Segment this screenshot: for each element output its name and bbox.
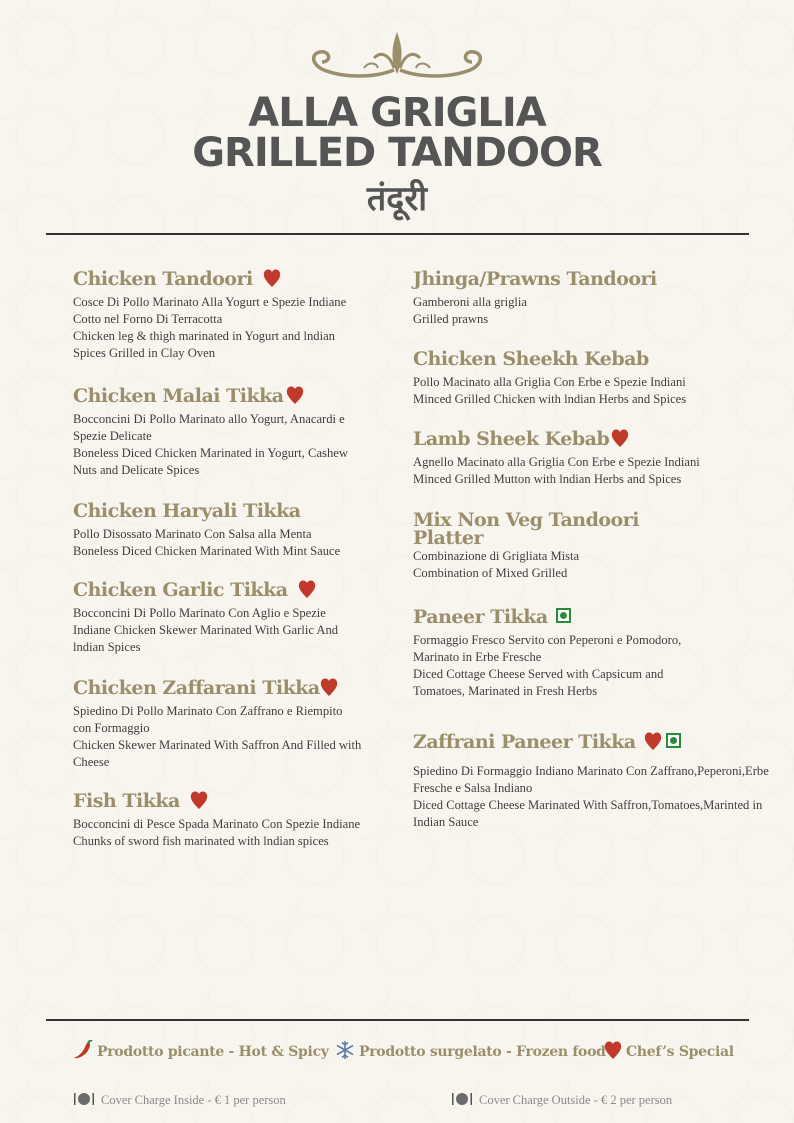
dish-description: Combinazione di Grigliata Mista Combination of Mixed Grilled: [413, 549, 580, 580]
heart-icon: [286, 385, 304, 405]
dish-description: Formaggio Fresco Servito con Peperoni e Pomodoro, Marinato in Erbe Fresche Diced Cottage Cheese Served with Capsicum and Tomatoes, Marinated in Fresh Herbs: [413, 633, 682, 698]
dish-description: Gamberoni alla griglia Grilled prawns: [413, 295, 528, 326]
dish-description: Pollo Disossato Marinato Con Salsa alla Menta Boneless Diced Chicken Marinated With Mint Sauce: [73, 527, 341, 558]
dish-name: Chicken Malai Tikka: [73, 385, 383, 406]
menu-item-chicken-sheekh-kebab: [413, 349, 753, 408]
ornament-flourish: [304, 28, 490, 80]
legend-frozen: Prodotto surgelato - Frozen food: [335, 1040, 606, 1060]
legend-spicy: Prodotto picante - Hot & Spicy: [73, 1040, 329, 1060]
dish-description: Bocconcini Di Pollo Marinato allo Yogurt, Anacardi e Spezie Delicate Boneless Diced Chicken Marinated in Yogurt, Cashew Nuts and Delicate Spices: [73, 412, 348, 477]
dish-name: Chicken Sheekh Kebab: [413, 348, 649, 370]
dish-name: Chicken Tandoori: [73, 268, 383, 289]
cutlery-plate-icon: [451, 1092, 473, 1106]
dish-name: Paneer Tikka: [413, 607, 753, 627]
veg-icon: [666, 733, 681, 748]
dish-description: Bocconcini Di Pollo Marinato Con Aglio e Spezie Indiane Chicken Skewer Marinated With Garlic And lndian Spices: [73, 606, 339, 654]
menu-item-chicken-zaffarani-tikka: [73, 677, 393, 771]
menu-item-chicken-haryali-tikka: [73, 501, 383, 560]
cover-charge-outside: Cover Charge Outside - € 2 per person: [451, 1092, 672, 1108]
heart-icon: [263, 268, 281, 288]
dish-name: Jhinga/Prawns Tandoori: [413, 268, 657, 290]
dish-name: Mix Non Veg Tandoori Platter: [413, 509, 639, 549]
menu-item-chicken-malai-tikka: [73, 385, 383, 479]
menu-item-fish-tikka: [73, 790, 393, 850]
page-title-line1: ALLA GRIGLIA: [248, 90, 546, 136]
dish-description: Spiedino Di Formaggio Indiano Marinato Con Zaffrano,Peperoni,Erbe Fresche e Salsa Indiano Diced Cottage Cheese Marinated With Saffron,Tomatoes,Marinted in Indian Sauce: [413, 764, 769, 829]
page-title-hindi: तंदूरी: [366, 179, 428, 219]
menu-item-chicken-tandoori: [73, 268, 383, 362]
heart-icon: [611, 428, 629, 448]
dish-name: Chicken Garlic Tikka: [73, 579, 383, 600]
page-title-line2: GRILLED TANDOOR: [192, 130, 602, 176]
veg-icon: [556, 608, 571, 623]
heart-icon: [604, 1040, 622, 1060]
dish-description: Spiedino Di Pollo Marinato Con Zaffrano e Riempito con Formaggio Chicken Skewer Marinated With Saffron And Filled with Cheese: [73, 704, 362, 769]
dish-description: Pollo Macinato alla Griglia Con Erbe e Spezie Indiani Minced Grilled Chicken with lndian Herbs and Spices: [413, 375, 687, 406]
heart-icon: [644, 731, 662, 751]
dish-name: Chicken Zaffarani Tikka: [73, 677, 393, 698]
cover-charge-inside: Cover Charge Inside - € 1 per person: [73, 1092, 286, 1108]
menu-item-jhinga-prawns-tandoori: [413, 269, 753, 328]
heart-icon: [320, 677, 338, 697]
menu-item-zaffrani-paneer-tikka: [413, 731, 791, 831]
dish-name: Zaffrani Paneer Tikka: [413, 731, 791, 752]
bottom-divider: [46, 1019, 749, 1021]
dish-name: Fish Tikka: [73, 790, 393, 811]
menu-item-lamb-sheek-kebab: [413, 428, 753, 488]
snowflake-icon: [335, 1040, 355, 1060]
top-divider: [46, 233, 749, 235]
menu-item-paneer-tikka: [413, 607, 753, 700]
menu-item-mix-non-veg-tandoori-platter: [413, 511, 753, 582]
menu-item-chicken-garlic-tikka: [73, 579, 383, 656]
dish-description: Cosce Di Pollo Marinato Alla Yogurt e Spezie Indiane Cotto nel Forno Di Terracotta Chicken leg & thigh marinated in Yogurt and lndian Spices Grilled in Clay Oven: [73, 295, 347, 360]
dish-description: Agnello Macinato alla Griglia Con Erbe e Spezie Indiani Minced Grilled Mutton with lndian Herbs and Spices: [413, 455, 700, 486]
cutlery-plate-icon: [73, 1092, 95, 1106]
heart-icon: [190, 790, 208, 810]
dish-description: Bocconcini di Pesce Spada Marinato Con Spezie Indiane Chunks of sword fish marinated with lndian spices: [73, 817, 361, 848]
dish-name: Chicken Haryali Tikka: [73, 500, 301, 522]
legend-chef-special: Chef’s Special: [604, 1040, 734, 1060]
heart-icon: [298, 579, 316, 599]
dish-name: Lamb Sheek Kebab: [413, 428, 753, 449]
chili-icon: [73, 1040, 93, 1060]
